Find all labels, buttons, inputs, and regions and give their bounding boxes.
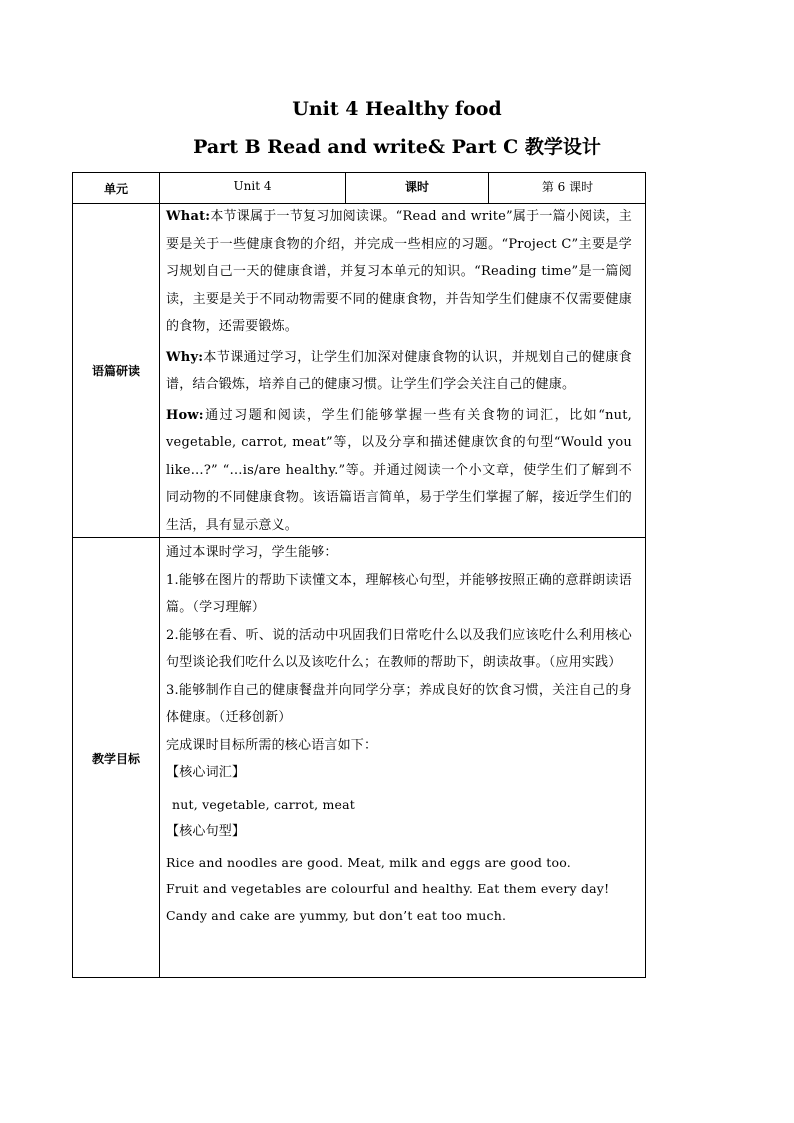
text-study-label: 语篇研读: [91, 364, 140, 378]
document-title: Unit 4 Healthy food: [292, 98, 502, 120]
unit-value-cell: Unit 4: [233, 179, 272, 193]
vocab-list: nut, vegetable, carrot, meat: [172, 796, 355, 812]
objective-item: 1.能够在图片的帮助下读懂文本，理解核心句型，并能够按照正确的意群朗读语篇。（学习理解）: [166, 572, 632, 615]
objectives-label: 教学目标: [91, 751, 140, 766]
what-label: What:: [166, 209, 211, 224]
how-text: 通过习题和阅读，学生们能够掌握一些有关食物的词汇，比如“nut, vegetable, carrot, meat”等，以及分享和描述健康饮食的句型“Would you like…?” “…is/are healthy.”等。并通过阅读一个小文章，使学生们了解到不同动物的不同健康食物。该语篇语言简单，易于学生们掌握了解，接近学生们的生活，具有显示意义。: [166, 407, 632, 533]
how-label: How:: [166, 407, 204, 423]
core-sentence: Rice and noodles are good. Meat, milk and eggs are good too.: [166, 854, 571, 870]
text-study-content: [166, 203, 632, 537]
objective-item: 2.能够在看、听、说的活动中巩固我们日常吃什么以及我们应该吃什么利用核心句型谈论我们吃什么以及该吃什么；在教师的帮助下，朗读故事。（应用实践）: [166, 627, 632, 670]
period-label-cell: 课时: [404, 179, 429, 194]
sentence-heading: 【核心句型】: [166, 824, 246, 839]
unit-label-cell: 单元: [103, 181, 128, 196]
sentence-list: [166, 850, 632, 930]
column-divider: [159, 173, 160, 978]
objectives-intro: 通过本课时学习，学生能够：: [166, 545, 338, 560]
period-value-cell: 第 6 课时: [541, 179, 594, 194]
objectives-content: [166, 539, 632, 978]
core-sentence: Candy and cake are yummy, but don’t eat too much.: [166, 907, 507, 923]
core-language-intro: 完成课时目标所需的核心语言如下：: [166, 737, 378, 753]
what-text: 本节课属于一节复习加阅读课。“Read and write”属于一篇小阅读，主要是关于一些健康食物的介绍，并完成一些相应的习题。“Project C”主要是学习规划自己一天的健康食谱，并复习本单元的知识。“Reading time”是一篇阅读，主要是关于不同动物需要不同的健康食物，并告知学生们健康不仅需要健康的食物，还需要锻炼。: [166, 209, 632, 334]
why-label: Why:: [166, 349, 204, 365]
document-subtitle: Part B Read and write& Part C 教学设计: [193, 136, 601, 158]
how-paragraph: [166, 402, 632, 540]
core-sentence: Fruit and vegetables are colourful and healthy. Eat them every day!: [166, 881, 610, 896]
what-paragraph: [166, 203, 632, 341]
vocab-heading: 【核心词汇】: [166, 765, 246, 780]
why-text: 本节课通过学习，让学生们加深对健康食物的认识，并规划自己的健康食谱，结合锻炼，培养自己的健康习惯。让学生们学会关注自己的健康。: [166, 349, 632, 392]
objective-item: 3.能够制作自己的健康餐盘并向同学分享；养成良好的饮食习惯，关注自己的身体健康。（迁移创新）: [166, 682, 632, 725]
lesson-plan-table: [72, 172, 646, 978]
why-paragraph: [166, 344, 632, 399]
